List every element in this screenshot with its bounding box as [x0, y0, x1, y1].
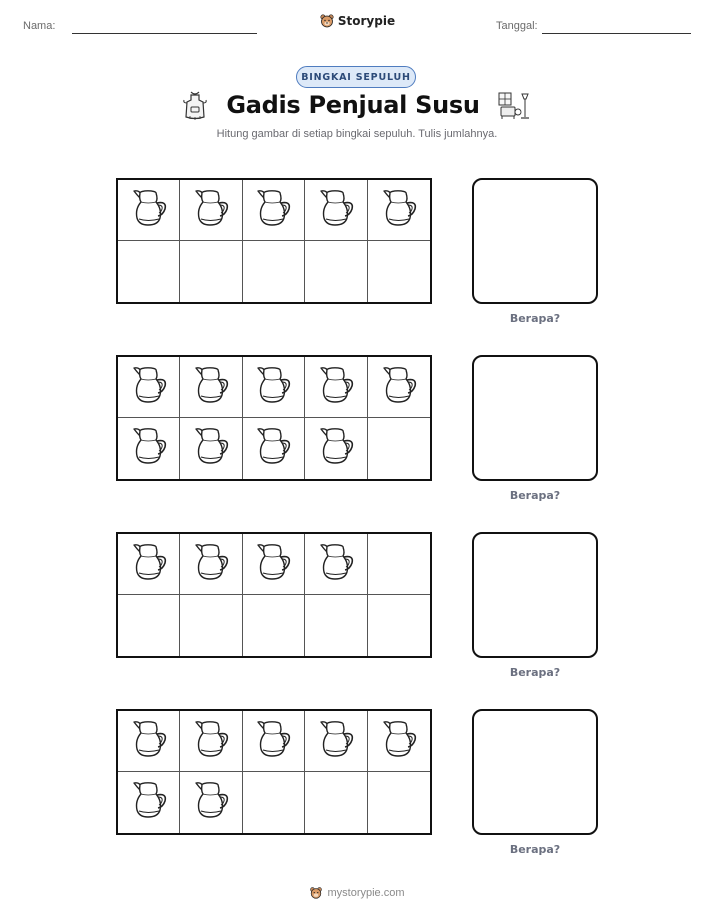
frame-cell — [243, 534, 305, 595]
frame-cell — [305, 534, 367, 595]
ten-frame-2 — [116, 355, 432, 481]
frame-cell — [118, 772, 180, 833]
frame-cell — [243, 241, 305, 302]
milk-jug-icon — [191, 364, 231, 411]
milk-jug-icon — [316, 541, 356, 588]
frame-cell — [180, 534, 242, 595]
frame-cell — [118, 534, 180, 595]
title-row — [0, 90, 714, 120]
milk-jug-icon — [379, 718, 419, 765]
answer-box-1[interactable] — [472, 178, 598, 304]
frame-cell — [180, 595, 242, 656]
worksheet-type-badge: BINGKAI SEPULUH — [296, 66, 416, 88]
ten-frame-4 — [116, 709, 432, 835]
footer — [0, 886, 714, 900]
milk-jug-icon — [129, 541, 169, 588]
brand-name: Storypie — [337, 14, 396, 28]
answer-box-2[interactable] — [472, 355, 598, 481]
frame-cell — [180, 241, 242, 302]
answer-label-3: Berapa? — [509, 666, 561, 679]
frame-cell — [118, 241, 180, 302]
milk-jug-icon — [191, 718, 231, 765]
milk-jug-icon — [379, 187, 419, 234]
date-label: Tanggal: — [496, 20, 538, 32]
milk-jug-icon — [316, 425, 356, 472]
milk-jug-icon — [316, 718, 356, 765]
frame-cell — [243, 357, 305, 418]
frame-cell — [305, 772, 367, 833]
frame-cell — [305, 418, 367, 479]
milk-jug-icon — [129, 364, 169, 411]
frame-cell — [118, 711, 180, 772]
answer-label-1: Berapa? — [509, 312, 561, 325]
milk-jug-icon — [191, 541, 231, 588]
frame-cell — [305, 180, 367, 241]
bear-mascot-icon — [319, 13, 335, 29]
milk-jug-icon — [191, 779, 231, 826]
frame-cell — [305, 711, 367, 772]
instructions: Hitung gambar di setiap bingkai sepuluh. Tulis jumlahnya. — [216, 128, 498, 140]
ten-frame-1 — [116, 178, 432, 304]
frame-cell — [368, 357, 430, 418]
milk-jug-icon — [253, 541, 293, 588]
frame-cell — [305, 241, 367, 302]
frame-cell — [305, 357, 367, 418]
ten-frame-3 — [116, 532, 432, 658]
footer-url: mystorypie.com — [327, 887, 405, 899]
milk-jug-icon — [316, 364, 356, 411]
frame-cell — [243, 772, 305, 833]
frame-cell — [243, 711, 305, 772]
frame-cell — [180, 772, 242, 833]
frame-cell — [243, 595, 305, 656]
frame-cell — [368, 595, 430, 656]
milk-jug-icon — [253, 718, 293, 765]
frame-cell — [180, 357, 242, 418]
milk-jug-icon — [129, 187, 169, 234]
milk-jug-icon — [253, 425, 293, 472]
page-title: Gadis Penjual Susu — [226, 91, 480, 119]
milk-jug-icon — [129, 425, 169, 472]
milk-jug-icon — [379, 364, 419, 411]
milk-jug-icon — [253, 187, 293, 234]
furniture-icon — [498, 90, 532, 120]
frame-cell — [368, 711, 430, 772]
frame-cell — [180, 711, 242, 772]
frame-cell — [368, 772, 430, 833]
frame-cell — [243, 418, 305, 479]
frame-cell — [368, 534, 430, 595]
answer-label-2: Berapa? — [509, 489, 561, 502]
milk-jug-icon — [129, 718, 169, 765]
name-field[interactable] — [72, 33, 257, 34]
milk-jug-icon — [316, 187, 356, 234]
frame-cell — [118, 595, 180, 656]
frame-cell — [118, 357, 180, 418]
milk-jug-icon — [129, 779, 169, 826]
frame-cell — [118, 418, 180, 479]
answer-box-4[interactable] — [472, 709, 598, 835]
answer-box-3[interactable] — [472, 532, 598, 658]
frame-cell — [180, 180, 242, 241]
milk-jug-icon — [253, 364, 293, 411]
frame-cell — [305, 595, 367, 656]
frame-cell — [243, 180, 305, 241]
frame-cell — [180, 418, 242, 479]
milk-jug-icon — [191, 187, 231, 234]
frame-cell — [368, 241, 430, 302]
frame-cell — [368, 418, 430, 479]
milk-jug-icon — [191, 425, 231, 472]
frame-cell — [368, 180, 430, 241]
brand-logo — [0, 13, 714, 29]
frame-cell — [118, 180, 180, 241]
date-field[interactable] — [542, 33, 691, 34]
answer-label-4: Berapa? — [509, 843, 561, 856]
bear-mascot-icon — [309, 886, 323, 900]
apron-icon — [182, 90, 208, 120]
name-label: Nama: — [23, 20, 56, 32]
